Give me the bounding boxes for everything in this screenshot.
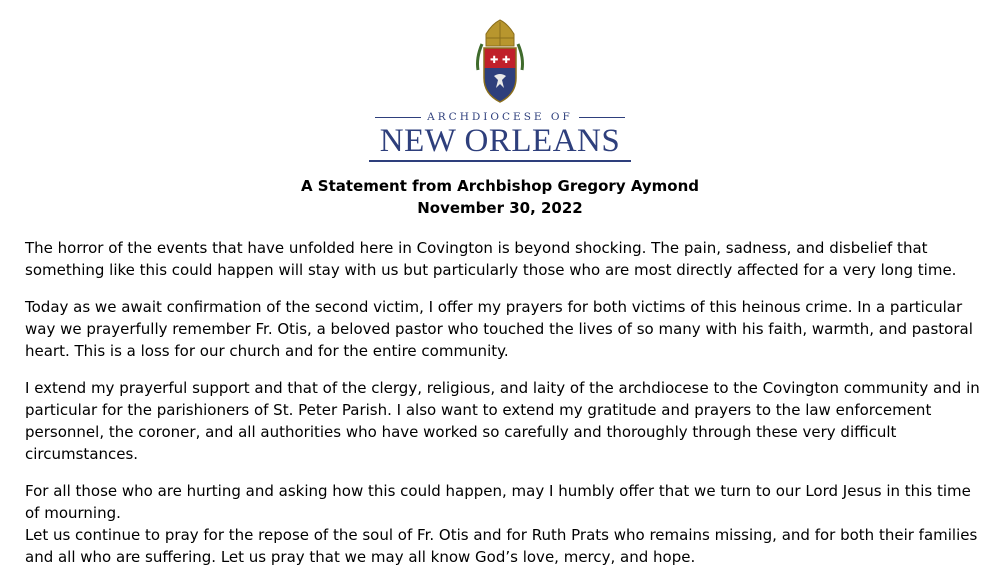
svg-text:✚: ✚ (490, 55, 499, 66)
archdiocese-logo (0, 18, 1000, 162)
paragraph: For all those who are hurting and asking how this could happen, may I humbly offer that we turn to our Lord Jesus in this time of mourning. (25, 482, 971, 522)
paragraph: I extend my prayerful support and that of the clergy, religious, and laity of the archdiocese to the Covington community and in particular for the parishioners of St. Peter Parish. I also want to extend my gratitude and prayers to the law enforcement personnel, the coroner, and all authorities who have worked so carefully and thoroughly through these very difficult circumstances. (25, 379, 980, 463)
logo-archdiocese-of-text: ARCHDIOCESE OF (0, 110, 1000, 124)
logo-underline (369, 160, 631, 162)
statement-title: A Statement from Archbishop Gregory Aymond (300, 177, 700, 195)
paragraph: Today as we await confirmation of the second victim, I offer my prayers for both victims of this heinous crime. In a particular way we prayerfully remember Fr. Otis, a beloved pastor who touched the lives of so many with his faith, warmth, and pastoral heart. This is a loss for our church and for the entire community. (25, 298, 973, 360)
coat-of-arms-icon (468, 18, 532, 106)
svg-text:✚: ✚ (502, 55, 511, 66)
paragraph: The horror of the events that have unfolded here in Covington is beyond shocking. The pain, sadness, and disbelief that something like this could happen will stay with us but particularly those who are most directly affected for a very long time. (25, 239, 957, 279)
logo-left-rule (375, 117, 421, 118)
statement-body (25, 237, 980, 568)
logo-new-orleans-text: NEW ORLEANS (379, 123, 621, 159)
statement-heading (0, 175, 1000, 219)
logo-right-rule (579, 117, 625, 118)
statement-date: November 30, 2022 (417, 199, 583, 217)
paragraph: Let us continue to pray for the repose of the soul of Fr. Otis and for Ruth Prats who remains missing, and for both their families and all who are suffering. Let us pray that we may all know God’s love, mercy, and hope. (25, 526, 978, 566)
